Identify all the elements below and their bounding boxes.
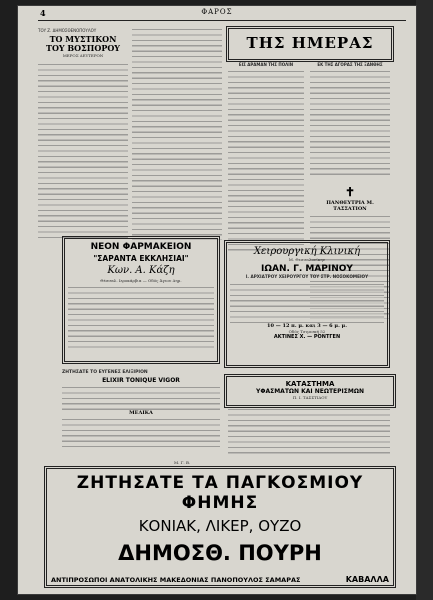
elixir-text-2 (62, 418, 220, 448)
serial-kicker: ΤΟΥ Ζ. ΔΗΜΟΣΘΕΝΟΠΟΥΛΟΥ (38, 28, 97, 33)
store-line1: ΚΑΤΑΣΤΗΜΑ (285, 380, 335, 388)
pharmacy-owner: Κων. Α. Κάζη (107, 265, 175, 276)
obituary-head: ΠΑΝΘΕΥΤΡΙΑ Μ. ΤΑΣΣΑΤΙΟΝ (326, 200, 374, 212)
small-signature: Μ. Γ. Β. (174, 460, 191, 465)
serial-subtitle: ΜΕΡΟΣ ΔΕΥΤΕΡΟΝ (62, 53, 104, 59)
store-owner: Π. Ι. ΤΑΣΣΤΙΔΟΥ (292, 395, 328, 400)
liquor-line3: ΔΗΜΟΣΘ. ΠΟΥΡΗ (118, 541, 322, 565)
column-title: ΤΗΣ ΗΜΕΡΑΣ (246, 34, 374, 52)
clinic-script-title: Χειρουργική Κλινική (253, 246, 361, 257)
pharmacy-place: Θέσσαλ. Ιεροκάρβια — Οδός Άγιου Δημ. (100, 278, 182, 283)
pharmacy-name: ΝΕΟΝ ΦΑΡΜΑΚΕΙΟΝ (90, 242, 192, 252)
elixir-ad (62, 370, 220, 460)
store-notes (228, 408, 390, 456)
liquor-line2: ΚΟΝΙΑΚ, ΛΙΚΕΡ, ΟΥΖΟ (138, 517, 302, 535)
serial-column (38, 28, 128, 244)
clinic-role: Ι. ΑΡΧΙΑΤΡΟΥ ΧΕΙΡΟΥΡΓΟΥ ΤΟΥ ΣΤΡ. ΝΟΣΟΚΟΜΕΙΟΥ (245, 274, 369, 280)
paper-title: ΦΑΡΟΣ (201, 8, 233, 16)
day-right (310, 62, 390, 182)
liquor-ad (44, 466, 396, 588)
page-header (18, 8, 416, 20)
elixir-second: ΜΕΛΙΚΑ (129, 410, 153, 417)
header-rule (38, 20, 406, 21)
store-line2: ΥΦΑΣΜΑΤΩΝ ΚΑΙ ΝΕΩΤΕΡΙΣΜΩΝ (256, 388, 364, 395)
day-left-head: ΕΙΣ ΔΡΑΜΑΝ ΤΗΣ ΠΟΛΙΝ (238, 62, 294, 67)
day-right-head: ΕΚ ΤΗΣ ΑΓΟΡΑΣ ΤΗΣ ΞΑΝΘΗΣ (317, 62, 383, 67)
newspaper-page (18, 6, 416, 594)
liquor-line4: ΑΝΤΙΠΡΟΣΩΠΟΙ ΑΝΑΤΟΛΙΚΗΣ ΜΑΚΕΔΟΝΙΑΣ ΠΑΝΟΠΟΥΛΟΣ ΣΑΜΑΡΑΣ (51, 576, 301, 584)
liquor-line1: ΖΗΤΗΣΑΤΕ ΤΑ ΠΑΓΚΟΣΜΙΟΥ ΦΗΜΗΣ (76, 473, 364, 513)
elixir-head: ΖΗΤΗΣΑΤΕ ΤΟ ΕΥΓΕΝΕΣ ΕΛΙΞΙΡΙΟΝ (62, 370, 148, 375)
scan-border (416, 0, 433, 600)
day-left (228, 62, 304, 258)
clinic-ad (224, 240, 390, 368)
clinic-place: Μ. Θεσσαλονίκην (288, 257, 326, 262)
serial-title-line1: ΤΟ ΜΥΣΤΙΚΟΝ (49, 34, 117, 45)
day-right-text (310, 70, 390, 176)
day-left-text (228, 70, 304, 254)
pharmacy-subtitle: "ΣΑΡΑΝΤΑ ΕΚΚΛΗΣΙΑΙ" (93, 254, 189, 263)
column-title-box (226, 26, 394, 62)
store-notes-text (228, 408, 390, 456)
serial-text-right (132, 28, 222, 240)
serial-title-line2: ΤΟΥ ΒΟΣΠΟΡΟΥ (45, 43, 121, 54)
page-number: 4 (40, 8, 46, 18)
clinic-hours: 10 — 12 π. μ. και 3 — 6 μ. μ. (267, 322, 347, 329)
liquor-footer (51, 575, 389, 584)
serial-column-2 (132, 28, 222, 240)
store-ad (224, 374, 396, 408)
elixir-name: ELIXIR TONIQUE VIGOR (102, 377, 180, 385)
elixir-text (62, 386, 220, 410)
pharmacy-text (68, 286, 214, 352)
clinic-doctor: ΙΩΑΝ. Γ. ΜΑΡΙΝΟΥ (261, 264, 353, 275)
clinic-address: Οδός Τσιμισκή 52 (288, 328, 326, 334)
clinic-text (230, 283, 384, 323)
pharmacy-ad (62, 236, 220, 364)
clinic-xray: ΑΚΤΙΝΕΣ Χ. — ΡΟΝΤΓΕΝ (273, 334, 341, 341)
cross-icon: ✝ (344, 185, 356, 199)
liquor-city: ΚΑΒΑΛΛΑ (345, 575, 389, 584)
serial-text-left (38, 63, 128, 239)
